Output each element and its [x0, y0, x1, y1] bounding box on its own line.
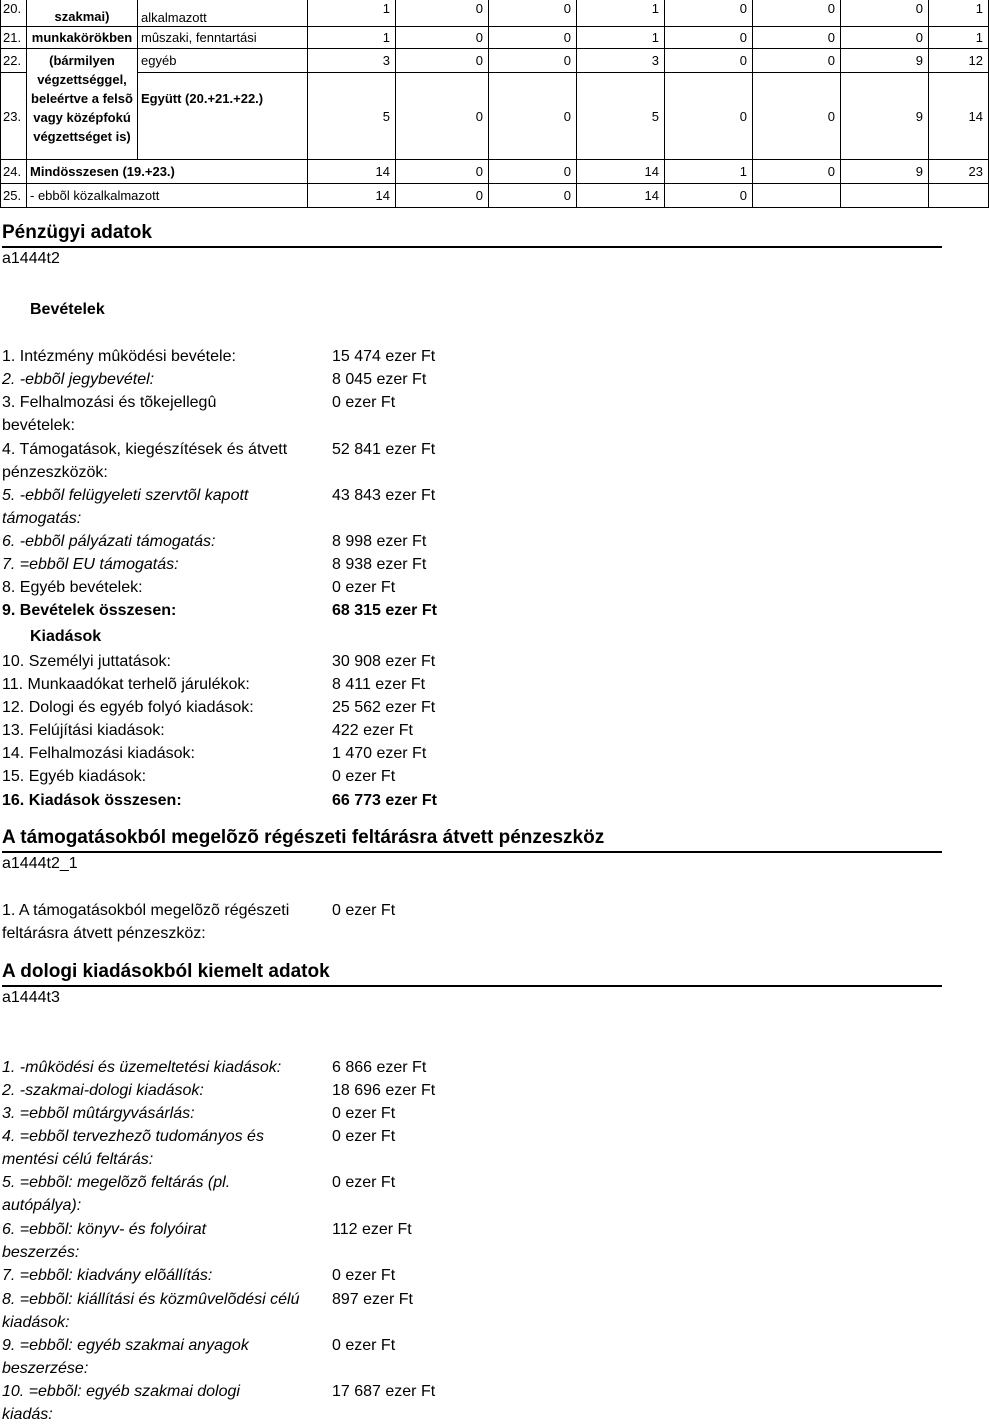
total-label: Mindösszesen (19.+23.): [27, 160, 308, 184]
value-cell: 12: [929, 49, 989, 73]
item-value: 8 045 ezer Ft: [332, 371, 427, 388]
item-label: 4. Támogatások, kiegészítések és átvett pénzeszközök:: [2, 441, 288, 481]
value-cell: 1: [929, 27, 989, 49]
value-cell: 5: [577, 73, 665, 160]
row-number: 22.: [1, 49, 27, 73]
item-value: 0 ezer Ft: [332, 768, 396, 785]
value-cell: 0: [396, 160, 489, 184]
item-label: 1. A támogatásokból megelõzõ régészeti feltárásra átvett pénzeszköz:: [2, 902, 290, 942]
category-cell: (bármilyen végzettséggel, beleértve a felsõ vagy középfokú végzettséget is): [27, 49, 138, 160]
item-label: 11. Munkaadókat terhelõ járulékok:: [2, 676, 250, 693]
item-label: 1. Intézmény mûködési bevétele:: [2, 348, 236, 365]
item-label: 6. -ebbõl pályázati támogatás:: [2, 533, 216, 550]
value-cell: 3: [308, 49, 396, 73]
item-value: 0 ezer Ft: [332, 1105, 396, 1122]
value-cell: 1: [577, 27, 665, 49]
value-cell: 9: [841, 160, 929, 184]
value-cell: 0: [396, 27, 489, 49]
item-value: 52 841 ezer Ft: [332, 441, 436, 458]
row-number: 24.: [1, 160, 27, 184]
value-cell: 9: [841, 49, 929, 73]
item-label: 12. Dologi és egyéb folyó kiadások:: [2, 699, 254, 716]
staff-table: [0, 0, 989, 208]
value-cell: 1: [665, 160, 753, 184]
value-cell: 23: [929, 160, 989, 184]
item-label: 9. =ebbõl: egyéb szakmai anyagok beszerzése:: [2, 1337, 249, 1377]
value-cell: 0: [753, 27, 841, 49]
item-label: 9. Bevételek összesen:: [2, 602, 177, 619]
value-cell: 0: [665, 27, 753, 49]
value-cell: 0: [489, 184, 577, 208]
item-value: 422 ezer Ft: [332, 722, 413, 739]
item-label: 3. =ebbõl mûtárgyvásárlás:: [2, 1105, 195, 1122]
item-value: 112 ezer Ft: [332, 1221, 412, 1238]
value-cell: 0: [753, 73, 841, 160]
expense-title: Kiadások: [30, 628, 102, 645]
item-value: 68 315 ezer Ft: [332, 602, 437, 619]
value-cell: 0: [396, 184, 489, 208]
item-value: 0 ezer Ft: [332, 902, 396, 919]
category-cell: szakmai): [27, 0, 138, 27]
item-label: 10. Személyi juttatások:: [2, 653, 171, 670]
type-cell: egyéb: [138, 49, 308, 73]
item-value: 25 562 ezer Ft: [332, 699, 436, 716]
value-cell: 0: [396, 49, 489, 73]
value-cell: 14: [929, 73, 989, 160]
item-value: 897 ezer Ft: [332, 1291, 413, 1308]
item-value: 43 843 ezer Ft: [332, 487, 436, 504]
value-cell: 0: [753, 49, 841, 73]
item-value: 0 ezer Ft: [332, 394, 396, 411]
item-label: 5. =ebbõl: megelõzõ feltárás (pl. autópálya):: [2, 1174, 231, 1214]
material-code: a1444t3: [2, 989, 60, 1006]
row-number: 21.: [1, 27, 27, 49]
value-cell: 0: [665, 49, 753, 73]
value-cell: 0: [489, 160, 577, 184]
item-value: 18 696 ezer Ft: [332, 1082, 436, 1099]
value-cell: 0: [396, 73, 489, 160]
table-row: [1, 160, 989, 184]
type-cell: mûszaki, fenntartási: [138, 27, 308, 49]
item-label: 16. Kiadások összesen:: [2, 792, 182, 809]
item-label: 8. Egyéb bevételek:: [2, 579, 143, 596]
value-cell: 1: [577, 0, 665, 27]
value-cell: 14: [577, 160, 665, 184]
table-row: [1, 49, 989, 73]
item-value: 0 ezer Ft: [332, 1174, 396, 1191]
item-value: 0 ezer Ft: [332, 579, 396, 596]
type-cell: Együtt (20.+21.+22.): [138, 73, 308, 160]
type-cell: alkalmazott: [138, 0, 308, 27]
item-value: 66 773 ezer Ft: [332, 792, 437, 809]
item-value: 8 411 ezer Ft: [332, 676, 426, 693]
value-cell: 0: [489, 49, 577, 73]
row-number: 23.: [1, 73, 27, 160]
value-cell: 0: [396, 0, 489, 27]
value-cell: 0: [841, 27, 929, 49]
item-label: 15. Egyéb kiadások:: [2, 768, 147, 785]
value-cell: 0: [665, 184, 753, 208]
value-cell: 1: [308, 0, 396, 27]
item-value: 8 998 ezer Ft: [332, 533, 427, 550]
value-cell: 9: [841, 73, 929, 160]
item-label: 4. =ebbõl tervezhezõ tudományos és mentési célú feltárás:: [2, 1128, 264, 1168]
item-label: 8. =ebbõl: kiállítási és közmûvelõdési célú kiadások:: [2, 1291, 300, 1331]
item-label: 14. Felhalmozási kiadások:: [2, 745, 195, 762]
item-label: 1. -mûködési és üzemeltetési kiadások:: [2, 1059, 282, 1076]
item-label: 2. -ebbõl jegybevétel:: [2, 371, 155, 388]
value-cell: 1: [929, 0, 989, 27]
item-value: 6 866 ezer Ft: [332, 1059, 427, 1076]
item-value: 0 ezer Ft: [332, 1128, 396, 1145]
empty-cell: [929, 184, 989, 208]
item-label: 2. -szakmai-dologi kiadások:: [2, 1082, 204, 1099]
value-cell: 0: [665, 0, 753, 27]
value-cell: 0: [489, 27, 577, 49]
material-title: A dologi kiadásokból kiemelt adatok: [2, 961, 942, 987]
value-cell: 0: [489, 73, 577, 160]
archaeology-title: A támogatásokból megelõzõ régészeti feltárásra átvett pénzeszköz: [2, 827, 942, 853]
item-label: 7. =ebbõl EU támogatás:: [2, 556, 179, 573]
item-value: 15 474 ezer Ft: [332, 348, 436, 365]
revenue-title: Bevételek: [30, 301, 105, 318]
value-cell: 14: [308, 160, 396, 184]
empty-cell: [841, 184, 929, 208]
item-value: 17 687 ezer Ft: [332, 1383, 436, 1400]
item-value: 8 938 ezer Ft: [332, 556, 427, 573]
archaeology-code: a1444t2_1: [2, 855, 78, 872]
item-label: 10. =ebbõl: egyéb szakmai dologi kiadás:: [2, 1383, 240, 1423]
value-cell: 14: [577, 184, 665, 208]
empty-cell: [753, 184, 841, 208]
value-cell: 3: [577, 49, 665, 73]
financial-title: Pénzügyi adatok: [2, 222, 942, 248]
value-cell: 1: [308, 27, 396, 49]
row-number: 20.: [1, 0, 27, 27]
item-value: 0 ezer Ft: [332, 1337, 396, 1354]
item-value: 0 ezer Ft: [332, 1267, 396, 1284]
value-cell: 0: [841, 0, 929, 27]
table-row: [1, 184, 989, 208]
value-cell: 0: [753, 0, 841, 27]
value-cell: 14: [308, 184, 396, 208]
value-cell: 0: [489, 0, 577, 27]
value-cell: 0: [753, 160, 841, 184]
item-label: 5. -ebbõl felügyeleti szervtõl kapott támogatás:: [2, 487, 249, 527]
item-label: 7. =ebbõl: kiadvány elõállítás:: [2, 1267, 213, 1284]
category-cell: munkakörökben: [27, 27, 138, 49]
item-label: 6. =ebbõl: könyv- és folyóirat beszerzés:: [2, 1221, 207, 1261]
table-row: [1, 27, 989, 49]
table-row: [1, 73, 989, 160]
value-cell: 0: [665, 73, 753, 160]
value-cell: 5: [308, 73, 396, 160]
item-value: 1 470 ezer Ft: [332, 745, 427, 762]
financial-code: a1444t2: [2, 250, 60, 267]
item-label: 13. Felújítási kiadások:: [2, 722, 165, 739]
sub-label: - ebbõl közalkalmazott: [27, 184, 308, 208]
row-number: 25.: [1, 184, 27, 208]
item-value: 30 908 ezer Ft: [332, 653, 436, 670]
item-label: 3. Felhalmozási és tõkejellegû bevételek:: [2, 394, 217, 434]
table-row: [1, 0, 989, 27]
